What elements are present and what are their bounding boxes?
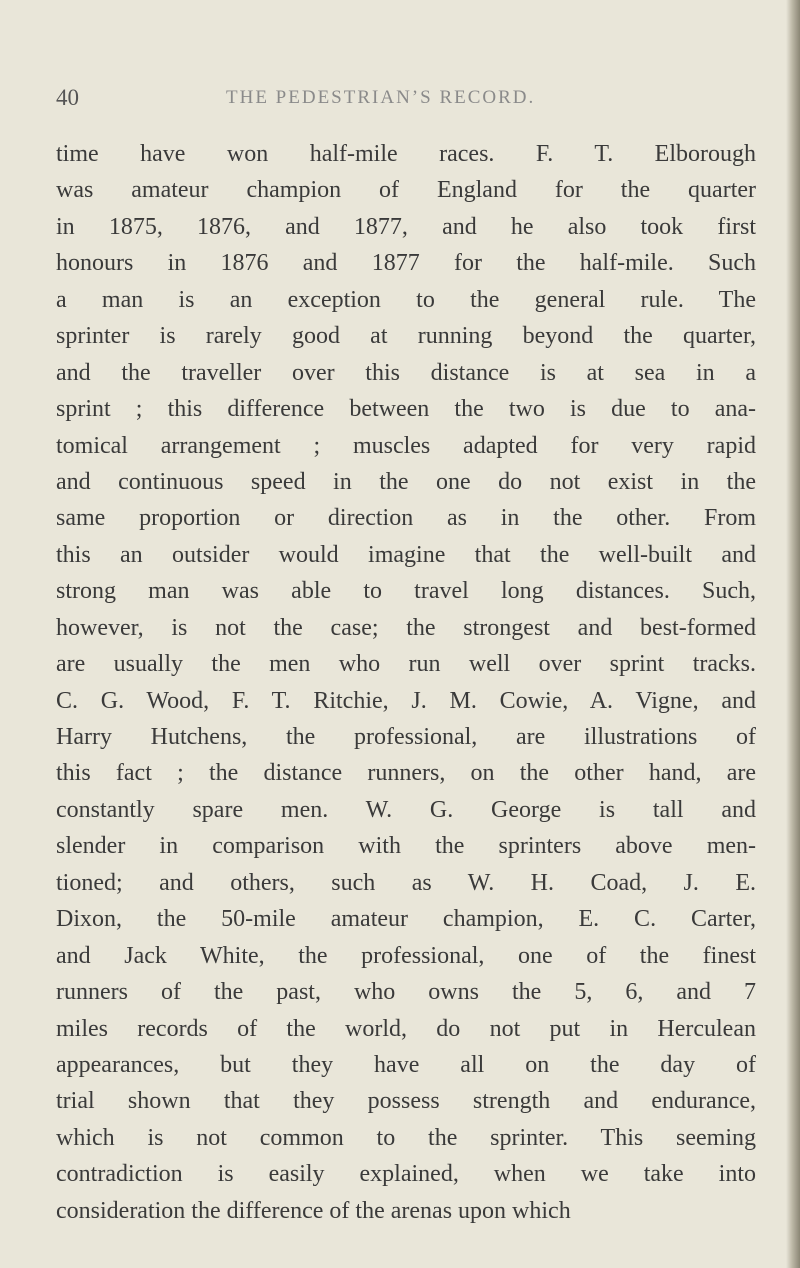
- text-line: same proportion or direction as in the other. From: [56, 505, 756, 532]
- text-line: Dixon, the 50-mile amateur champion, E. C. Carter,: [56, 906, 756, 933]
- text-line: contradiction is easily explained, when we take into: [56, 1161, 756, 1188]
- text-line: which is not common to the sprinter. This seeming: [56, 1124, 756, 1151]
- text-line: sprinter is rarely good at running beyond the quarter,: [56, 323, 756, 350]
- text-line: however, is not the case; the strongest and best-formed: [56, 614, 756, 641]
- text-line: trial shown that they possess strength and endurance,: [56, 1088, 756, 1115]
- text-line: and continuous speed in the one do not exist in the: [56, 468, 756, 495]
- text-line: and the traveller over this distance is at sea in a: [56, 359, 756, 386]
- text-line: this an outsider would imagine that the well-built and: [56, 541, 756, 568]
- text-line: miles records of the world, do not put in Herculean: [56, 1015, 756, 1042]
- page-edge-shadow: [786, 0, 800, 1268]
- text-line: was amateur champion of England for the quarter: [56, 177, 756, 204]
- text-line: tioned; and others, such as W. H. Coad, J. E.: [56, 869, 756, 896]
- text-line: strong man was able to travel long distances. Such,: [56, 578, 756, 605]
- text-line: slender in comparison with the sprinters above men-: [56, 833, 756, 860]
- text-line: tomical arrangement ; muscles adapted for very rapid: [56, 432, 756, 459]
- text-line: in 1875, 1876, and 1877, and he also took first: [56, 213, 756, 240]
- text-line: are usually the men who run well over sprint tracks.: [56, 651, 756, 678]
- text-line: and Jack White, the professional, one of the finest: [56, 942, 756, 969]
- text-line: this fact ; the distance runners, on the other hand, are: [56, 760, 756, 787]
- text-line: constantly spare men. W. G. George is tall and: [56, 796, 756, 823]
- text-line: Harry Hutchens, the professional, are illustrations of: [56, 724, 756, 750]
- body-text: [56, 136, 756, 1229]
- text-line: appearances, but they have all on the day of: [56, 1051, 756, 1078]
- running-head: THE PEDESTRIAN’S RECORD.: [226, 87, 536, 108]
- page-number: 40: [56, 85, 79, 110]
- text-line: consideration the difference of the arenas upon which: [56, 1197, 571, 1224]
- text-line: time have won half-mile races. F. T. Elborough: [56, 141, 756, 167]
- text-line: a man is an exception to the general rule. The: [56, 286, 756, 313]
- page-header: [56, 85, 736, 115]
- text-line: sprint ; this difference between the two is due to ana-: [56, 396, 756, 423]
- text-line: runners of the past, who owns the 5, 6, and 7: [56, 979, 756, 1006]
- text-line: honours in 1876 and 1877 for the half-mile. Such: [56, 250, 756, 277]
- text-line: C. G. Wood, F. T. Ritchie, J. M. Cowie, A. Vigne, and: [56, 687, 756, 714]
